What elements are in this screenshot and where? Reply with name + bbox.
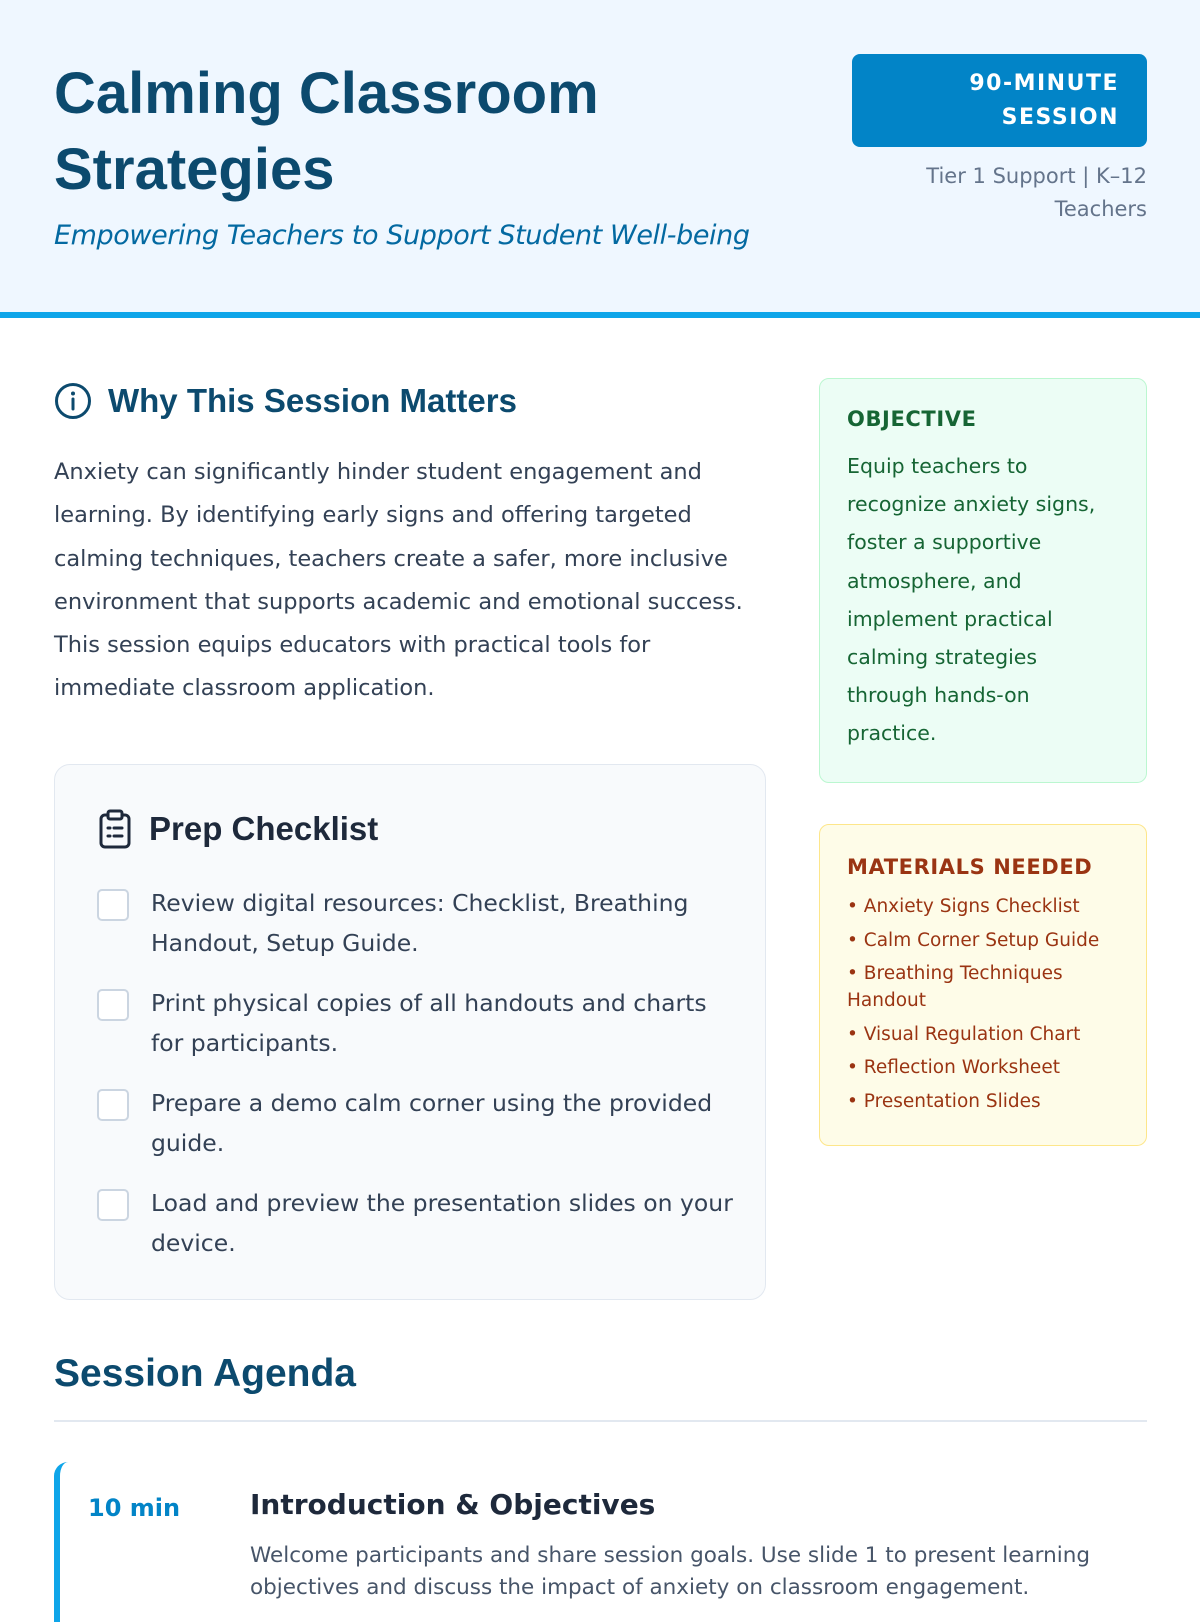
checklist-item-label: Load and preview the presentation slides on your device. — [151, 1189, 733, 1257]
agenda-title: Session Agenda — [54, 1352, 356, 1395]
materials-item: • Visual Regulation Chart — [847, 1021, 1119, 1048]
agenda-item-title: Introduction & Objectives — [250, 1488, 656, 1521]
checklist-heading — [97, 809, 378, 849]
checklist-heading-text: Prep Checklist — [149, 810, 379, 847]
session-badge-line1: 90-MINUTE — [969, 71, 1119, 96]
checklist-item-label: Print physical copies of all handouts and charts for participants. — [151, 989, 707, 1057]
checkbox[interactable] — [97, 1089, 129, 1121]
session-audience: Tier 1 Support | K–12 Teachers — [926, 164, 1147, 221]
objective-text: Equip teachers to recognize anxiety signs, foster a supportive atmosphere, and implement practical calming strategies through hands-on practice. — [847, 454, 1096, 746]
checklist-item[interactable] — [97, 883, 737, 963]
page-title: Calming Classroom Strategies — [54, 61, 599, 202]
checklist-item[interactable] — [97, 1083, 737, 1163]
materials-card — [819, 824, 1147, 1146]
checklist-item-label: Prepare a demo calm corner using the provided guide. — [151, 1089, 713, 1157]
materials-label: MATERIALS NEEDED — [847, 855, 1093, 879]
agenda-item — [54, 1462, 1147, 1622]
checkbox[interactable] — [97, 989, 129, 1021]
session-length-badge — [852, 54, 1147, 147]
materials-item: • Anxiety Signs Checklist — [847, 893, 1119, 920]
checklist-item[interactable] — [97, 1183, 737, 1263]
why-section-heading — [54, 380, 517, 422]
materials-item: • Calm Corner Setup Guide — [847, 927, 1119, 954]
materials-item: • Presentation Slides — [847, 1088, 1119, 1115]
agenda-item-description: Welcome participants and share session goals. Use slide 1 to present learning objectives and discuss the impact of anxiety on classroom engagement. — [250, 1543, 1090, 1600]
info-circle-icon — [54, 382, 92, 420]
page-header — [0, 0, 1200, 318]
agenda-item-duration: 10 min — [88, 1494, 181, 1522]
why-heading-text: Why This Session Matters — [108, 382, 517, 419]
agenda-divider — [54, 1420, 1147, 1422]
why-body-text: Anxiety can significantly hinder student engagement and learning. By identifying early signs and offering targeted calming techniques, teachers create a safer, more inclusive environment that supports academic and emotional success. This session equips educators with practical tools for immediate classroom application. — [54, 459, 743, 702]
materials-item: • Breathing Techniques Handout — [847, 960, 1119, 1014]
materials-list — [847, 893, 1119, 1115]
page-subtitle: Empowering Teachers to Support Student Well-being — [54, 220, 750, 251]
objective-card — [819, 378, 1147, 783]
checklist-item-label: Review digital resources: Checklist, Breathing Handout, Setup Guide. — [151, 889, 689, 957]
checklist-item[interactable] — [97, 983, 737, 1063]
session-badge-line2: SESSION — [1001, 105, 1119, 130]
clipboard-icon — [97, 809, 133, 849]
checkbox[interactable] — [97, 889, 129, 921]
materials-item: • Reflection Worksheet — [847, 1054, 1119, 1081]
objective-label: OBJECTIVE — [847, 407, 977, 431]
checkbox[interactable] — [97, 1189, 129, 1221]
prep-checklist — [54, 764, 766, 1300]
